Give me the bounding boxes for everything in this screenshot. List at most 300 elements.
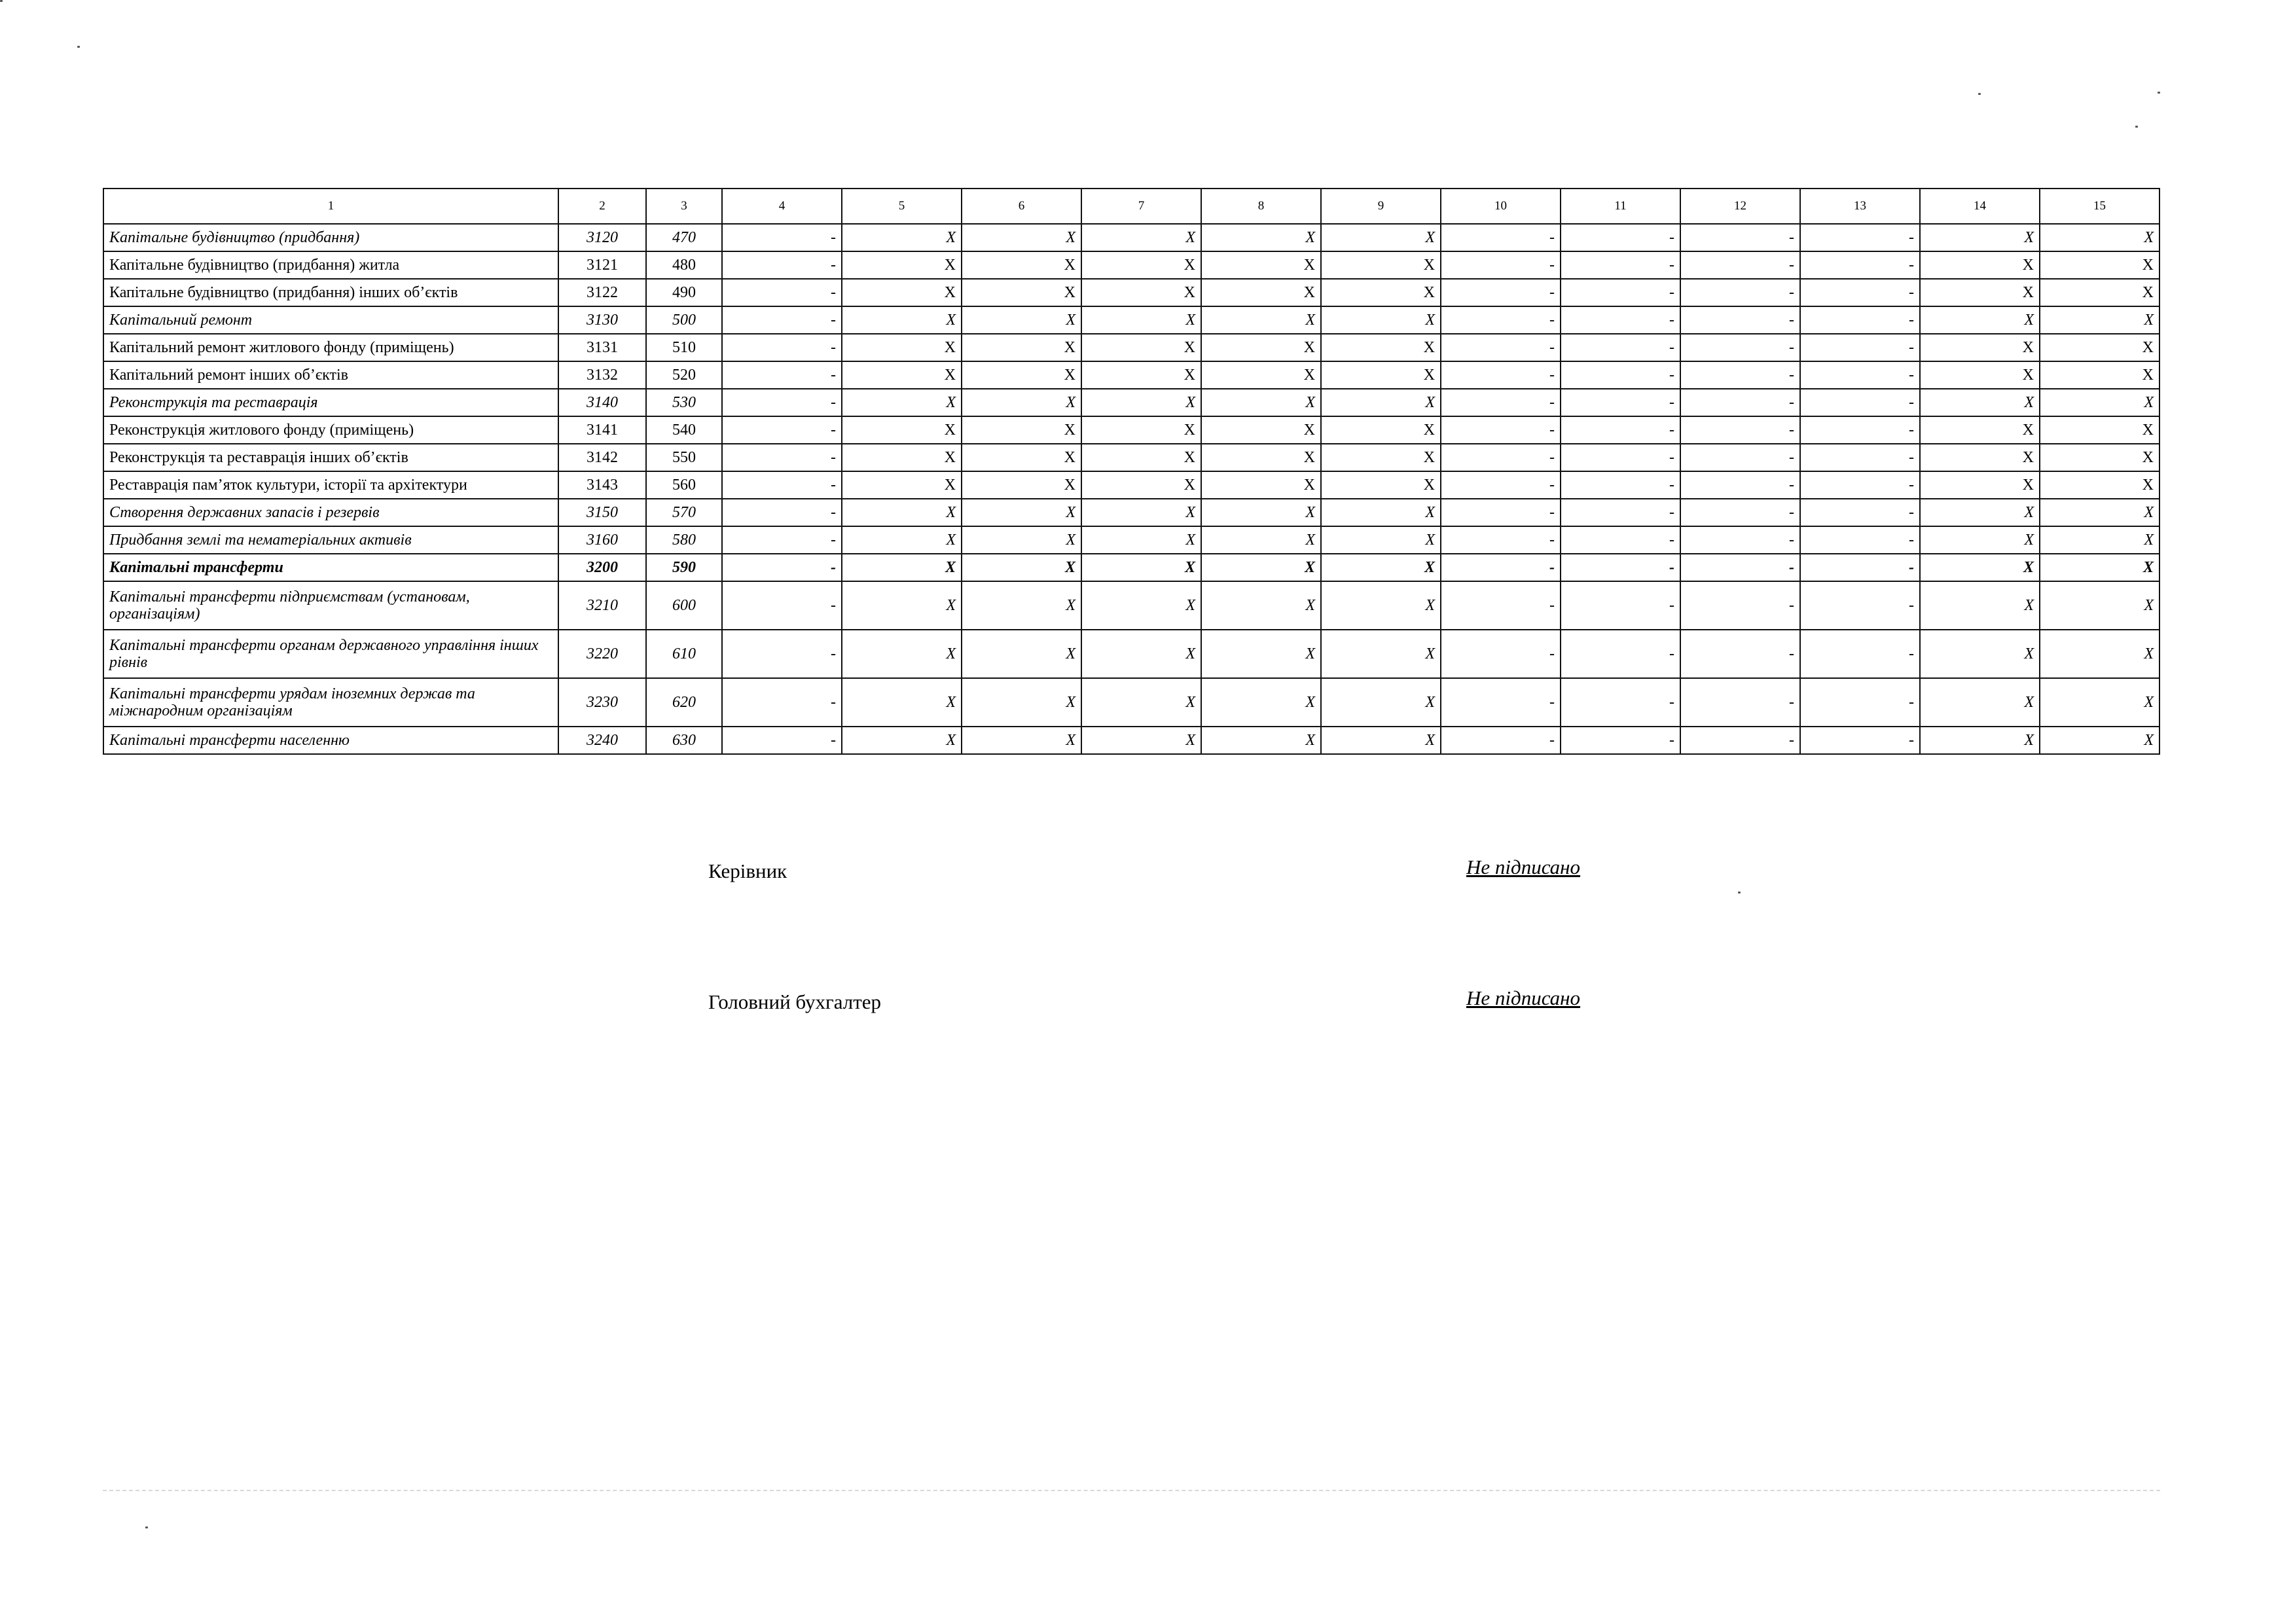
code-cell: 3230 [558,678,646,727]
scan-speck [77,46,80,48]
row-name-cell: Капітальне будівництво (придбання) [103,224,558,251]
value-cell: - [1680,444,1800,471]
value-cell: X [962,279,1081,306]
value-cell: X [1920,727,2040,754]
scan-speck [1978,93,1981,95]
value-cell: X [2040,678,2159,727]
table-row [103,334,2159,361]
column-header: 4 [722,189,842,224]
line-code-cell: 510 [646,334,722,361]
line-code-cell: 620 [646,678,722,727]
value-cell: X [842,416,962,444]
value-cell: X [2040,727,2159,754]
column-header: 2 [558,189,646,224]
value-cell: - [1680,581,1800,630]
column-header: 5 [842,189,962,224]
value-cell: - [1680,678,1800,727]
value-cell: X [962,251,1081,279]
value-cell: - [1441,224,1561,251]
code-cell: 3141 [558,416,646,444]
value-cell: X [842,678,962,727]
value-cell: - [1680,279,1800,306]
value-cell: X [1321,678,1441,727]
code-cell: 3142 [558,444,646,471]
value-cell: - [1441,251,1561,279]
value-cell: X [2040,581,2159,630]
table-row [103,581,2159,630]
value-cell: X [2040,334,2159,361]
value-cell: - [1800,678,1920,727]
code-cell: 3122 [558,279,646,306]
value-cell: X [1201,444,1321,471]
value-cell: - [1680,306,1800,334]
value-cell: - [1800,389,1920,416]
value-cell: X [2040,306,2159,334]
table-row [103,526,2159,554]
value-cell: - [1800,471,1920,499]
value-cell: X [962,416,1081,444]
value-cell: X [1081,526,1201,554]
value-cell: X [2040,471,2159,499]
line-code-cell: 540 [646,416,722,444]
value-cell: X [2040,389,2159,416]
value-cell: - [1561,471,1680,499]
value-cell: - [1561,361,1680,389]
table-row [103,499,2159,526]
scan-speck [2158,92,2160,94]
value-cell: X [1920,416,2040,444]
value-cell: X [842,251,962,279]
value-cell: X [2040,499,2159,526]
value-cell: - [1441,554,1561,581]
table-row [103,554,2159,581]
value-cell: X [842,444,962,471]
row-name-cell: Створення державних запасів і резервів [103,499,558,526]
value-cell: - [1680,499,1800,526]
value-cell: X [1081,581,1201,630]
value-cell: X [1081,389,1201,416]
value-cell: X [1920,678,2040,727]
value-cell: - [1800,554,1920,581]
value-cell: X [1081,361,1201,389]
value-cell: - [1441,630,1561,678]
value-cell: X [1321,444,1441,471]
code-cell: 3132 [558,361,646,389]
table-row [103,727,2159,754]
value-cell: X [962,554,1081,581]
value-cell: - [722,678,842,727]
value-cell: X [1201,416,1321,444]
value-cell: X [1201,334,1321,361]
column-header: 11 [1561,189,1680,224]
head-signature-label: Керівник [708,859,787,882]
value-cell: - [722,727,842,754]
value-cell: - [1800,526,1920,554]
table-row [103,279,2159,306]
value-cell: X [1201,389,1321,416]
value-cell: X [962,306,1081,334]
value-cell: X [842,499,962,526]
value-cell: - [1561,630,1680,678]
value-cell: - [1800,416,1920,444]
code-cell: 3131 [558,334,646,361]
line-code-cell: 550 [646,444,722,471]
code-cell: 3200 [558,554,646,581]
value-cell: X [2040,630,2159,678]
value-cell: X [1081,279,1201,306]
value-cell: X [1081,554,1201,581]
value-cell: - [1800,444,1920,471]
value-cell: - [1441,334,1561,361]
value-cell: - [1561,554,1680,581]
value-cell: - [1441,471,1561,499]
value-cell: X [1321,526,1441,554]
value-cell: - [1680,416,1800,444]
table-header-row [103,189,2159,224]
value-cell: X [1321,389,1441,416]
value-cell: X [842,389,962,416]
value-cell: X [1081,251,1201,279]
value-cell: X [842,727,962,754]
value-cell: X [1920,554,2040,581]
value-cell: X [1920,499,2040,526]
value-cell: - [1561,416,1680,444]
line-code-cell: 600 [646,581,722,630]
value-cell: X [1321,727,1441,754]
value-cell: - [1561,251,1680,279]
head-signature-status: Не підписано [1466,856,1581,878]
value-cell: - [722,581,842,630]
value-cell: X [1081,334,1201,361]
value-cell: - [1561,279,1680,306]
value-cell: - [1561,678,1680,727]
value-cell: X [1321,581,1441,630]
value-cell: - [1800,251,1920,279]
line-code-cell: 480 [646,251,722,279]
value-cell: X [1201,554,1321,581]
value-cell: - [1441,727,1561,754]
column-header: 6 [962,189,1081,224]
code-cell: 3130 [558,306,646,334]
value-cell: X [1201,251,1321,279]
line-code-cell: 560 [646,471,722,499]
value-cell: X [1201,499,1321,526]
value-cell: X [2040,279,2159,306]
value-cell: - [1680,630,1800,678]
row-name-cell: Придбання землі та нематеріальних активів [103,526,558,554]
value-cell: X [1321,224,1441,251]
line-code-cell: 520 [646,361,722,389]
code-cell: 3120 [558,224,646,251]
value-cell: X [1920,389,2040,416]
value-cell: X [842,526,962,554]
accountant-signature-label: Головний бухгалтер [708,990,882,1013]
line-code-cell: 570 [646,499,722,526]
row-name-cell: Капітальні трансферти [103,554,558,581]
value-cell: X [1920,444,2040,471]
value-cell: - [722,471,842,499]
value-cell: - [1800,279,1920,306]
value-cell: X [1321,361,1441,389]
value-cell: X [842,224,962,251]
line-code-cell: 580 [646,526,722,554]
value-cell: - [1680,554,1800,581]
value-cell: - [1441,306,1561,334]
accountant-signature-status: Не підписано [1466,986,1581,1009]
table-row [103,678,2159,727]
column-header: 3 [646,189,722,224]
table-row [103,224,2159,251]
code-cell: 3150 [558,499,646,526]
value-cell: - [1800,581,1920,630]
value-cell: - [1680,334,1800,361]
code-cell: 3140 [558,389,646,416]
line-code-cell: 590 [646,554,722,581]
value-cell: - [722,526,842,554]
value-cell: - [1800,306,1920,334]
value-cell: X [1081,630,1201,678]
line-code-cell: 610 [646,630,722,678]
value-cell: - [1441,581,1561,630]
value-cell: X [2040,526,2159,554]
value-cell: - [1561,389,1680,416]
code-cell: 3143 [558,471,646,499]
value-cell: X [2040,224,2159,251]
value-cell: - [722,279,842,306]
value-cell: X [1081,444,1201,471]
value-cell: X [2040,554,2159,581]
value-cell: X [962,727,1081,754]
code-cell: 3160 [558,526,646,554]
value-cell: X [1201,581,1321,630]
value-cell: X [962,471,1081,499]
value-cell: - [1441,361,1561,389]
value-cell: X [1321,334,1441,361]
value-cell: - [1800,630,1920,678]
table-row [103,416,2159,444]
value-cell: X [1920,471,2040,499]
scan-speck [2135,126,2138,128]
row-name-cell: Реконструкція житлового фонду (приміщень) [103,416,558,444]
value-cell: - [722,554,842,581]
value-cell: - [1800,727,1920,754]
value-cell: X [1201,526,1321,554]
value-cell: X [1920,251,2040,279]
value-cell: - [1441,444,1561,471]
value-cell: X [1081,416,1201,444]
value-cell: X [962,361,1081,389]
line-code-cell: 630 [646,727,722,754]
value-cell: X [1201,361,1321,389]
line-code-cell: 500 [646,306,722,334]
code-cell: 3121 [558,251,646,279]
value-cell: X [1920,279,2040,306]
table-row [103,444,2159,471]
value-cell: - [1441,526,1561,554]
value-cell: X [1321,499,1441,526]
value-cell: - [1441,389,1561,416]
value-cell: X [962,678,1081,727]
row-name-cell: Капітальні трансферти органам державного управління інших рівнів [103,630,558,678]
value-cell: X [1081,471,1201,499]
value-cell: - [1561,334,1680,361]
value-cell: X [2040,416,2159,444]
value-cell: X [1920,334,2040,361]
value-cell: - [722,334,842,361]
scan-speck [1738,892,1741,893]
value-cell: X [1201,630,1321,678]
column-header: 7 [1081,189,1201,224]
value-cell: X [962,499,1081,526]
scan-speck [0,0,3,2]
value-cell: X [962,444,1081,471]
value-cell: X [1201,306,1321,334]
value-cell: X [1321,306,1441,334]
value-cell: X [1920,224,2040,251]
row-name-cell: Капітальні трансферти підприємствам (установам, організаціям) [103,581,558,630]
value-cell: X [842,306,962,334]
row-name-cell: Капітальне будівництво (придбання) інших об’єктів [103,279,558,306]
column-header: 13 [1800,189,1920,224]
footer-divider [103,1490,2160,1491]
value-cell: - [1680,224,1800,251]
value-cell: X [2040,361,2159,389]
value-cell: X [1920,581,2040,630]
value-cell: X [1081,727,1201,754]
value-cell: X [962,389,1081,416]
value-cell: - [1800,361,1920,389]
line-code-cell: 470 [646,224,722,251]
value-cell: X [1321,554,1441,581]
row-name-cell: Капітальне будівництво (придбання) житла [103,251,558,279]
value-cell: - [1800,334,1920,361]
column-header: 15 [2040,189,2159,224]
value-cell: X [1201,471,1321,499]
value-cell: X [962,334,1081,361]
value-cell: X [842,581,962,630]
value-cell: X [1920,306,2040,334]
table-row [103,389,2159,416]
row-name-cell: Реконструкція та реставрація інших об’єктів [103,444,558,471]
value-cell: - [1680,389,1800,416]
row-name-cell: Реставрація пам’яток культури, історії та архітектури [103,471,558,499]
value-cell: - [722,251,842,279]
value-cell: X [962,526,1081,554]
column-header: 1 [103,189,558,224]
value-cell: X [962,581,1081,630]
value-cell: X [1081,499,1201,526]
table-row [103,251,2159,279]
value-cell: - [1441,499,1561,526]
value-cell: X [842,630,962,678]
value-cell: - [1800,224,1920,251]
value-cell: - [1561,499,1680,526]
value-cell: - [1680,471,1800,499]
row-name-cell: Капітальні трансферти населенню [103,727,558,754]
value-cell: - [1441,279,1561,306]
value-cell: - [1561,444,1680,471]
column-header: 10 [1441,189,1561,224]
value-cell: - [1680,727,1800,754]
line-code-cell: 530 [646,389,722,416]
value-cell: - [722,389,842,416]
value-cell: - [722,630,842,678]
column-header: 12 [1680,189,1800,224]
line-code-cell: 490 [646,279,722,306]
row-name-cell: Реконструкція та реставрація [103,389,558,416]
value-cell: - [1561,581,1680,630]
table-row [103,361,2159,389]
row-name-cell: Капітальні трансферти урядам іноземних держав та міжнародним організаціям [103,678,558,727]
row-name-cell: Капітальний ремонт інших об’єктів [103,361,558,389]
value-cell: X [1321,251,1441,279]
column-header: 14 [1920,189,2040,224]
value-cell: - [1680,361,1800,389]
value-cell: X [842,554,962,581]
value-cell: X [1920,630,2040,678]
value-cell: X [1081,306,1201,334]
value-cell: X [842,471,962,499]
value-cell: X [962,224,1081,251]
column-header: 8 [1201,189,1321,224]
row-name-cell: Капітальний ремонт житлового фонду (приміщень) [103,334,558,361]
row-name-cell: Капітальний ремонт [103,306,558,334]
value-cell: X [1201,279,1321,306]
value-cell: X [1201,727,1321,754]
value-cell: - [722,361,842,389]
value-cell: - [1561,526,1680,554]
scan-speck [145,1526,148,1528]
value-cell: - [722,306,842,334]
value-cell: X [2040,444,2159,471]
value-cell: X [1321,279,1441,306]
value-cell: - [722,224,842,251]
value-cell: - [722,444,842,471]
code-cell: 3210 [558,581,646,630]
value-cell: - [722,416,842,444]
value-cell: X [842,279,962,306]
value-cell: X [1201,224,1321,251]
value-cell: X [1920,526,2040,554]
column-header: 9 [1321,189,1441,224]
value-cell: X [1321,416,1441,444]
value-cell: - [1680,251,1800,279]
value-cell: - [1800,499,1920,526]
value-cell: X [842,334,962,361]
value-cell: X [1321,471,1441,499]
value-cell: - [1680,526,1800,554]
value-cell: - [1561,727,1680,754]
value-cell: - [722,499,842,526]
value-cell: X [1321,630,1441,678]
table-row [103,306,2159,334]
value-cell: - [1561,306,1680,334]
value-cell: - [1561,224,1680,251]
code-cell: 3220 [558,630,646,678]
table-row [103,471,2159,499]
value-cell: X [962,630,1081,678]
value-cell: X [1081,224,1201,251]
capital-expenditures-table [103,188,2160,755]
value-cell: X [1201,678,1321,727]
table-row [103,630,2159,678]
value-cell: X [842,361,962,389]
value-cell: X [1920,361,2040,389]
code-cell: 3240 [558,727,646,754]
value-cell: X [1081,678,1201,727]
value-cell: X [2040,251,2159,279]
value-cell: - [1441,416,1561,444]
